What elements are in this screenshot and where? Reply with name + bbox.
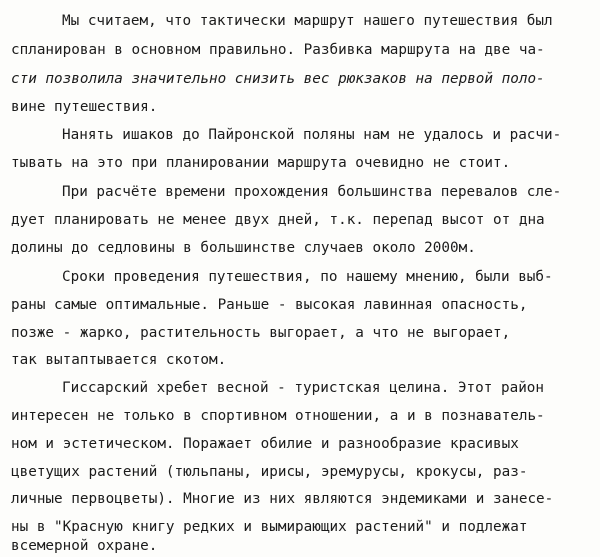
text-line: цветущих растений (тюльпаны, ирисы, эремурусы, крокусы, раз- xyxy=(11,464,528,480)
text-line: ны в "Красную книгу редких и вымирающих растений" и подлежат xyxy=(11,519,528,535)
text-line: тывать на это при планировании маршрута очевидно не стоит. xyxy=(11,155,511,171)
text-line: вине путешествия. xyxy=(11,99,158,115)
text-line: позже - жарко, растительность выгорает, а что не выгорает, xyxy=(11,325,511,341)
text-line: интересен не только в спортивном отношении, а и в познаватель- xyxy=(11,408,545,424)
text-line: так вытаптывается скотом. xyxy=(11,352,227,368)
text-line: Гиссарский хребет весной - туристская целина. Этот район xyxy=(62,380,545,396)
text-line: всемерной охране. xyxy=(11,538,158,554)
text-line: сти позволила значительно снизить вес рюкзаков на первой поло- xyxy=(11,71,545,87)
text-line: Нанять ишаков до Пайронской поляны нам не удалось и расчи- xyxy=(62,127,562,143)
text-line: ном и эстетическом. Поражает обилие и разнообразие красивых xyxy=(11,436,519,452)
text-line: долины до седловины в большинстве случаев около 2000м. xyxy=(11,240,476,256)
text-line: Мы считаем, что тактически маршрут нашего путешествия был xyxy=(62,13,553,29)
text-line: Сроки проведения путешествия, по нашему мнению, были выб- xyxy=(62,269,553,285)
text-line: личные первоцветы). Многие из них являются эндемиками и занесе- xyxy=(11,491,554,507)
text-line: дует планировать не менее двух дней, т.к. перепад высот от дна xyxy=(11,212,545,228)
text-line: спланирован в основном правильно. Разбивка маршрута на две ча- xyxy=(11,42,545,58)
text-line: раны самые оптимальные. Раньше - высокая лавинная опасность, xyxy=(11,297,528,313)
text-line: При расчёте времени прохождения большинства перевалов сле- xyxy=(62,184,562,200)
